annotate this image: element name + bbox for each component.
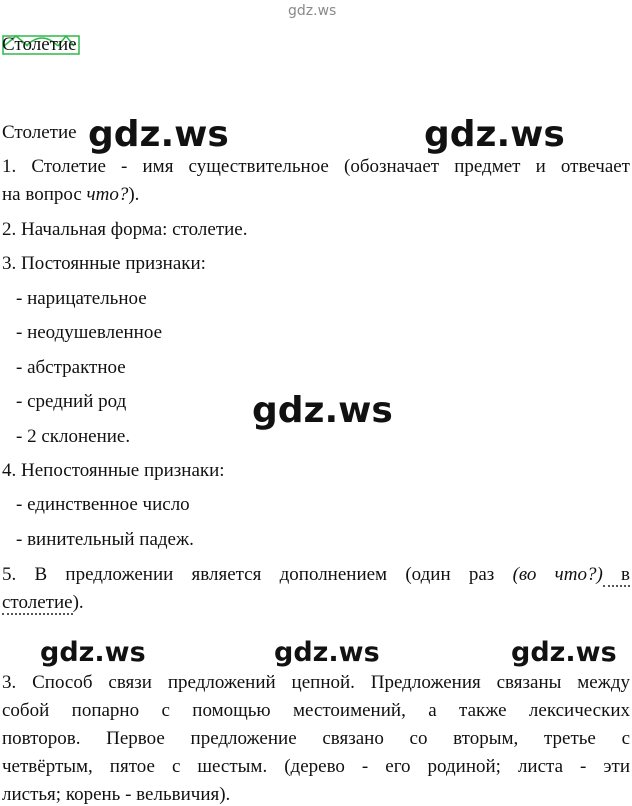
line-1b-pre: на вопрос [2,184,87,205]
line-5a-pre: 5. В предложении является дополнением (один раз [2,564,513,585]
object-word: столетие [2,592,73,613]
line-1b-post: ). [128,184,140,205]
line-4: 4. Непостоянные признаки: [2,460,225,481]
perm-feature-4: - средний род [16,391,127,412]
nonperm-feature-1: - единственное число [16,494,190,515]
perm-feature-3: - абстрактное [16,357,126,378]
watermark-3: gdz.ws [252,390,393,431]
question-to-what: (во что?) [512,564,603,585]
line-1a: 1. Столетие - имя существительное (обозначает предмет и отвечает [2,156,630,177]
perm-feature-2: - неодушевленное [16,322,162,343]
line-5b-post: ). [72,592,84,613]
paragraph-line-5: листья; корень - вельвичия). [2,784,231,805]
line-2: 2. Начальная форма: столетие. [2,219,248,240]
word-repeat: Столетие [2,122,77,143]
watermark-4: gdz.ws [40,637,146,668]
word-header-block [2,34,77,56]
question-what: что? [86,184,129,205]
paragraph-line-1: 3. Способ связи предложений цепной. Предложения связаны между [2,672,630,693]
watermark-1: gdz.ws [88,114,229,155]
line-5b [2,592,84,614]
paragraph-line-3: повторов. Первое предложение связано со вторым, третье с [2,728,630,749]
paragraph-line-4: четвёртым, пятое с шестым. (дерево - его родиной; листа - эти [2,756,630,777]
perm-feature-5: - 2 склонение. [16,426,131,447]
line-1b [2,184,139,206]
line-5a [2,564,630,586]
watermark-2: gdz.ws [424,114,565,155]
nonperm-feature-2: - винительный падеж. [16,529,194,550]
paragraph-line-2: собой попарно с помощью местоимений, а также лексических [2,700,630,721]
watermark-top: gdz.ws [288,3,337,19]
line-5a-post: в [602,564,631,585]
watermark-5: gdz.ws [274,637,380,668]
perm-feature-1: - нарицательное [16,288,147,309]
word-header: Столетие [2,34,77,55]
watermark-6: gdz.ws [511,637,617,668]
line-3: 3. Постоянные признаки: [2,253,206,274]
